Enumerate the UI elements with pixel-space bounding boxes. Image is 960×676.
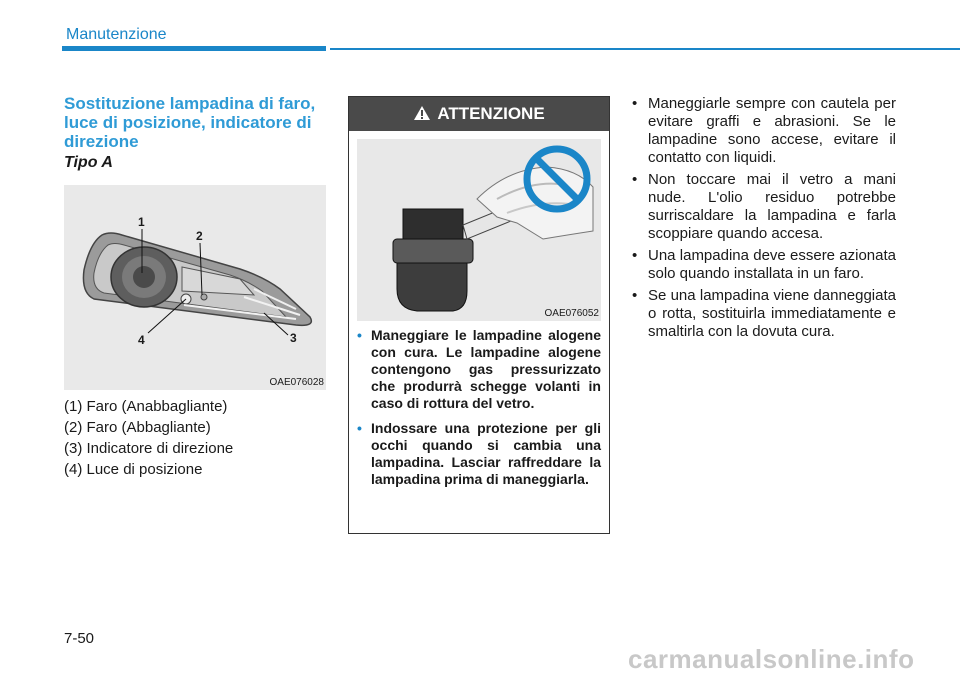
bullet-icon: • [632, 247, 638, 264]
warning-header [349, 97, 609, 131]
bullet-icon: • [357, 420, 362, 436]
warning-item: • Maneggiare le lampadine alogene con cura. Le lampadine alogene contengono gas pressurizzato che produrrà schegge volanti in caso di rottura del vetro. [357, 327, 601, 411]
page-subheading: Tipo A [64, 154, 113, 171]
bullet-icon: • [632, 95, 638, 112]
callout-4: 4 [138, 333, 145, 347]
header-rule-thin [330, 48, 960, 50]
legend-item: (3) Indicatore di direzione [64, 440, 234, 457]
section-title: Manutenzione [66, 26, 167, 43]
warning-list [357, 327, 601, 496]
page-heading: Sostituzione lampadina di faro, luce di posizione, indicatore di direzione [64, 94, 316, 151]
list-item: • Se una lampadina viene danneggiata o rotta, sostituirla immediatamente e smaltirla con la dovuta cura. [632, 287, 896, 340]
warning-item: • Indossare una protezione per gli occhi quando si cambia una lampadina. Lasciar raffreddare la lampadina prima di maneggiarla. [357, 420, 601, 487]
warning-box [348, 96, 610, 534]
callout-1: 1 [138, 215, 145, 229]
warning-triangle-icon [413, 105, 431, 121]
bullet-icon: • [357, 327, 362, 343]
figure-code: OAE076028 [269, 377, 324, 388]
warning-title: ATTENZIONE [437, 104, 545, 123]
bulb-illustration [357, 139, 601, 321]
page-number: 7-50 [64, 630, 95, 647]
headlamp-illustration [64, 185, 326, 390]
legend-item: (4) Luce di posizione [64, 461, 203, 478]
callout-3: 3 [290, 331, 297, 345]
list-item: • Maneggiarle sempre con cautela per evitare graffi e abrasioni. Se le lampadine sono accese, evitare il contatto con liquidi. [632, 95, 896, 166]
bullet-icon: • [632, 287, 638, 304]
list-item: • Una lampadina deve essere azionata solo quando installata in un faro. [632, 247, 896, 282]
bullet-icon: • [632, 171, 638, 188]
legend-item: (2) Faro (Abbagliante) [64, 419, 211, 436]
bulb-figure [357, 139, 601, 321]
legend-item: (1) Faro (Anabbagliante) [64, 398, 228, 415]
watermark: carmanualsonline.info [628, 644, 915, 674]
instructions-list [632, 95, 896, 345]
headlamp-figure [64, 185, 326, 390]
header-rule-thick [62, 46, 326, 51]
list-item: • Non toccare mai il vetro a mani nude. L'olio residuo potrebbe surriscaldare la lampadina e farla scoppiare quando accesa. [632, 171, 896, 242]
callout-2: 2 [196, 229, 203, 243]
figure-code: OAE076052 [544, 308, 599, 319]
figure-legend [64, 396, 326, 480]
